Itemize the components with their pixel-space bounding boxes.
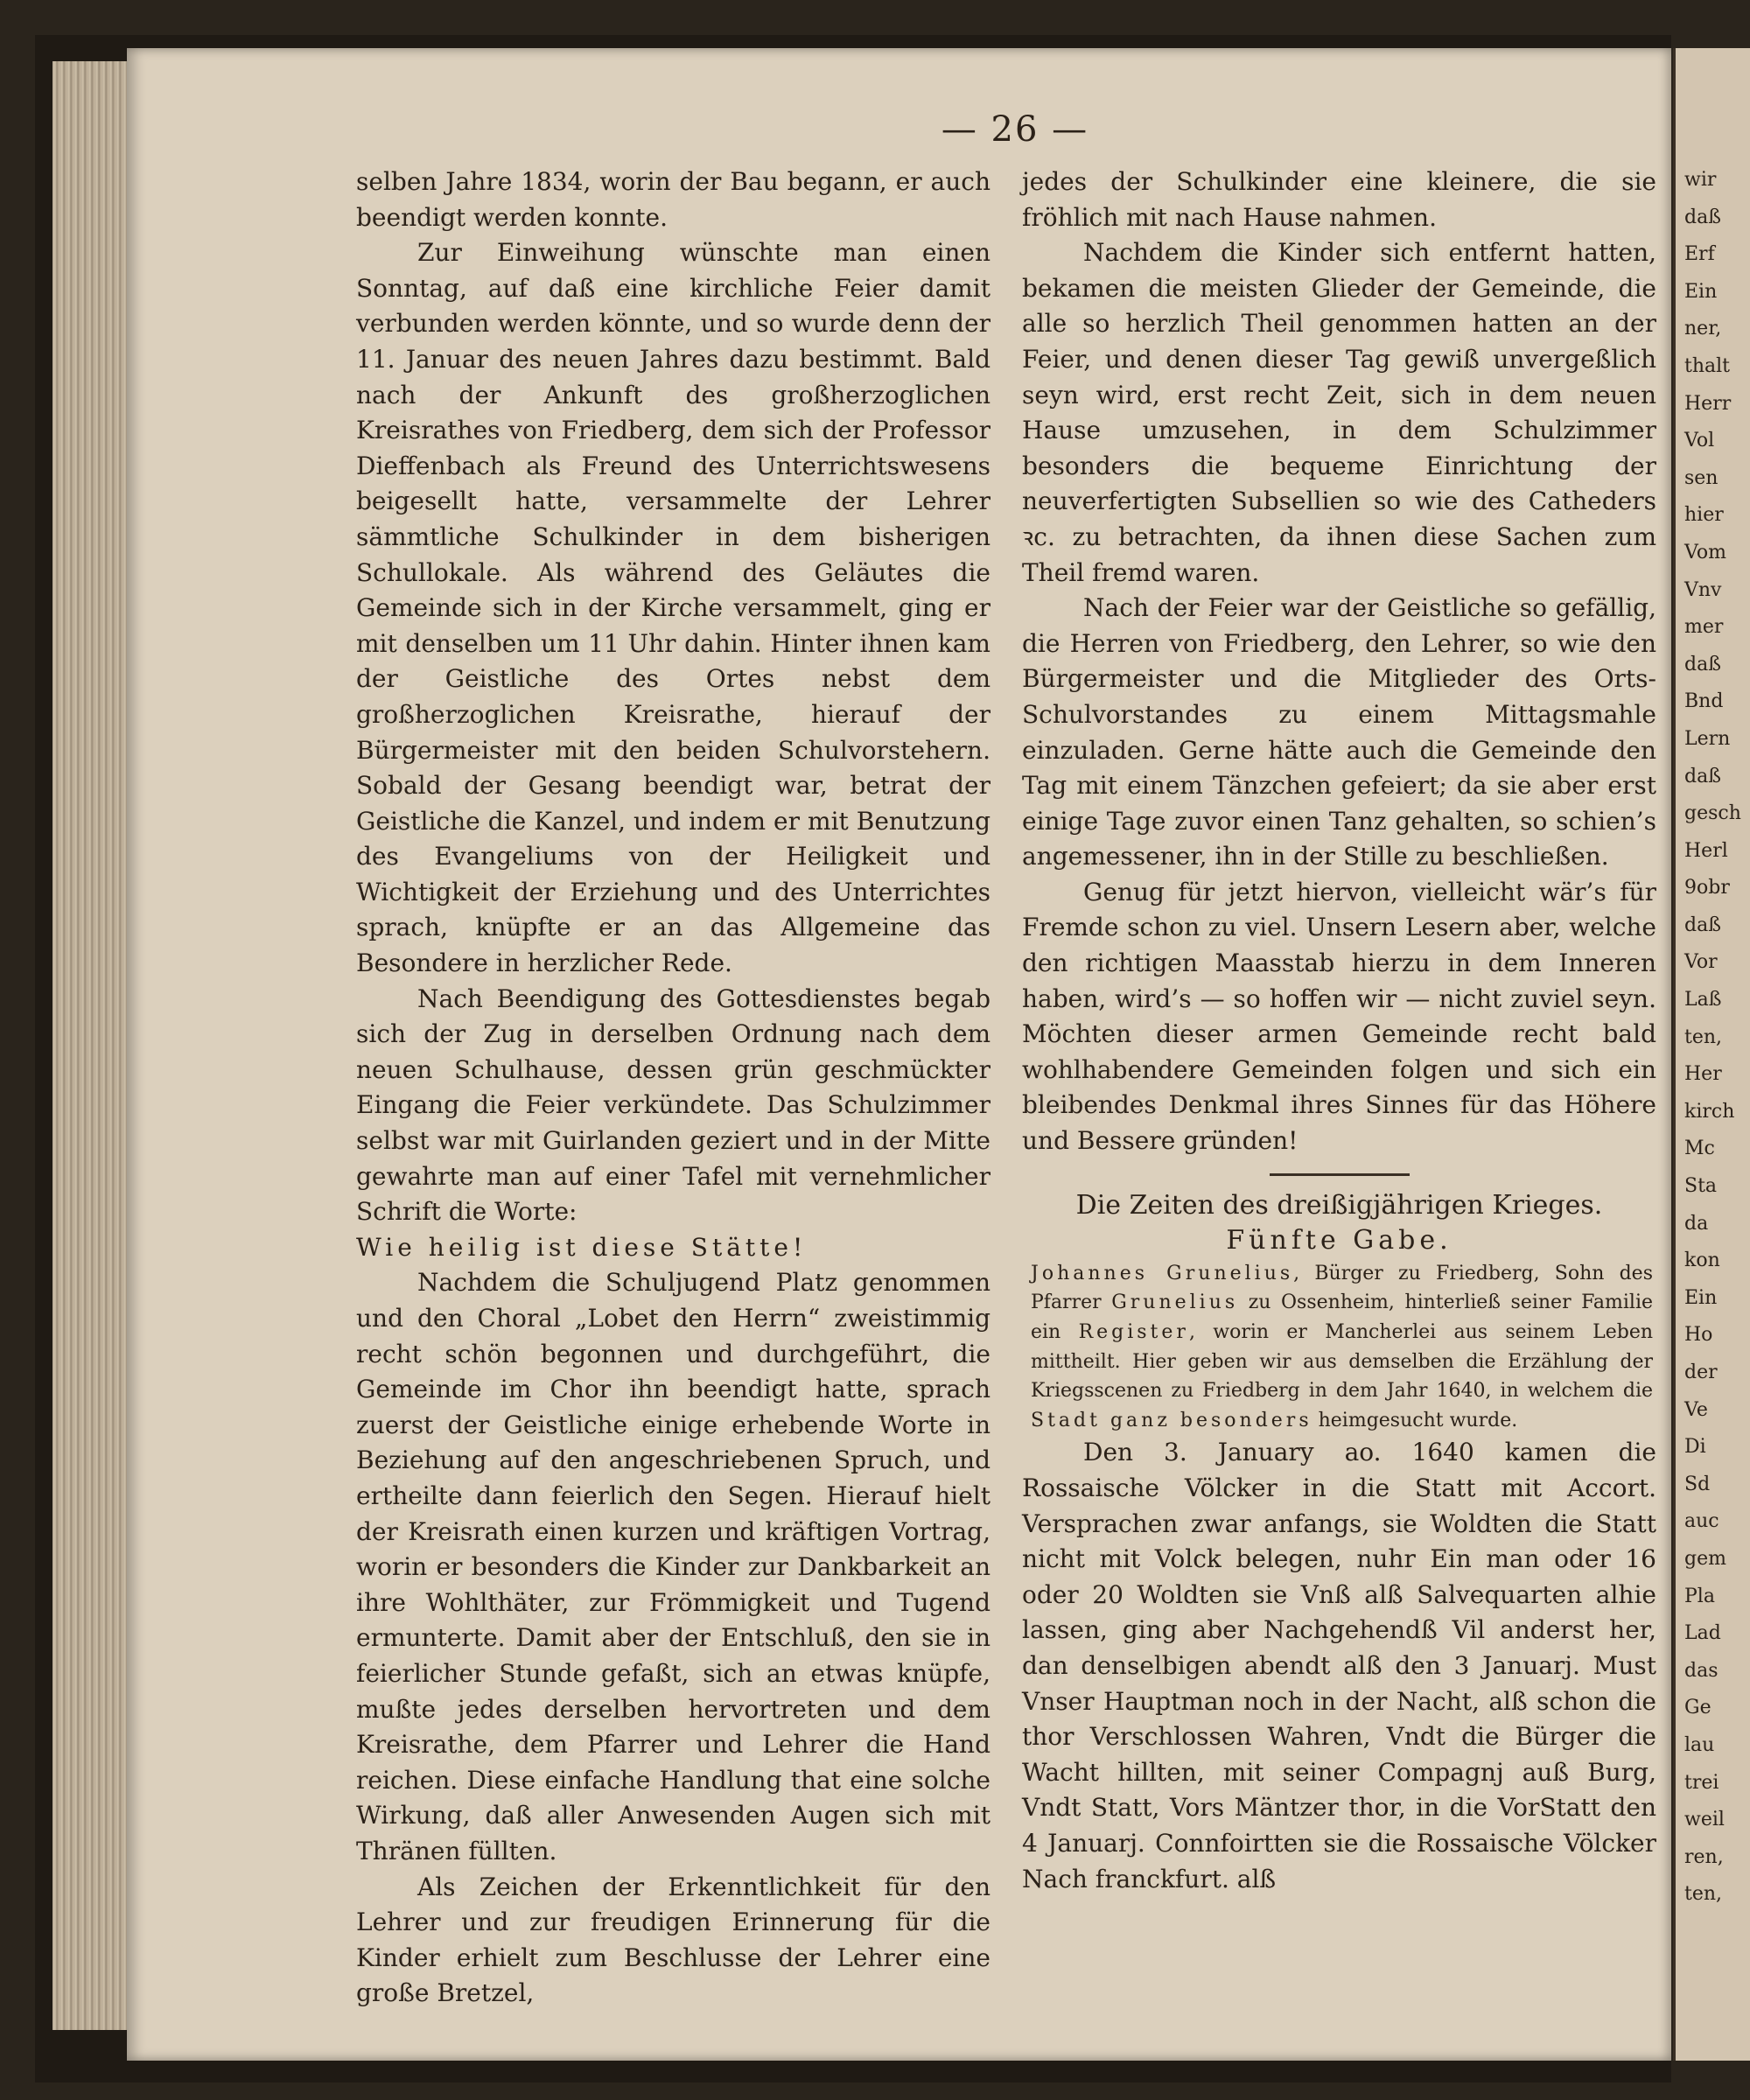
right-column-paragraphs xyxy=(1022,164,1656,1159)
facing-page-fragment: Herl xyxy=(1684,839,1728,862)
facing-page-fragment: Di xyxy=(1684,1436,1706,1459)
section-divider xyxy=(1270,1173,1410,1176)
facing-page-fragment: kon xyxy=(1684,1250,1720,1272)
facing-page-fragment: Bnd xyxy=(1684,690,1724,713)
right_column-paragraph: Genug für jetzt hiervon, vielleicht wär’s für Fremde schon zu viel. Unsern Lesern aber, welche den richtigen Maasstab hierzu in dem Inneren haben, wird’s — so hoffen wir — nicht zuviel seyn. Möchten dieser armen Gemeinde recht bald wohlhabendere Gemeinden folgen und sich ein bleibendes Denkmal ihres Sinnes für das Höhere und Bessere gründen! xyxy=(1022,877,1656,1156)
section-intro xyxy=(1022,1259,1656,1436)
facing-page-fragment: ner, xyxy=(1684,318,1722,340)
facing-page-edge xyxy=(1673,48,1750,2061)
facing-page-fragment: Erf xyxy=(1684,243,1715,266)
right-column xyxy=(1022,164,1656,1897)
intro-text-run: Johannes Grunelius xyxy=(1031,1262,1294,1284)
facing-page-fragment: trei xyxy=(1684,1771,1719,1794)
right_column-paragraph: Nach der Feier war der Geistliche so gefällig, die Herren von Friedberg, den Lehrer, so wie den Bürgermeister und die Mitglieder des Orts-Schulvorstandes zu einem Mittagsmahle einzuladen. Gerne hätte auch die Gemeinde den Tag mit einem Tänzchen gefeiert; da sie aber erst einige Tage zuvor einen Tanz gehalten, so schien’s angemessener, ihn in der Stille zu beschließen. xyxy=(1022,593,1656,872)
facing-page-fragment: ten, xyxy=(1684,1026,1723,1048)
facing-page-fragment: der xyxy=(1684,1362,1718,1383)
facing-page-fragment: wir xyxy=(1684,169,1717,191)
facing-page-fragment: Ho xyxy=(1684,1324,1713,1347)
facing-page-fragment: Her xyxy=(1684,1063,1722,1086)
left_column-paragraph: Nach Beendigung des Gottesdienstes begab sich der Zug in derselben Ordnung nach dem neuen Schulhause, dessen grün geschmückter Eingang die Feier verkündete. Das Schulzimmer selbst war mit Guirlanden geziert und in der Mitte gewahrte man auf einer Tafel mit vernehmlicher Schrift die Worte: xyxy=(356,984,990,1227)
facing-page-fragment: ten, xyxy=(1684,1883,1723,1906)
left_column-paragraph: Nachdem die Schuljugend Platz genommen und den Choral „Lobet den Herrn“ zweistimmig recht schön begonnen und durchgeführt, die Gemeinde im Chor ihn beendigt hatte, sprach zuerst der Geistliche einige erhebende Worte in Beziehung auf den angeschriebenen Spruch, und ertheilte dann feierlich den Segen. Hierauf hielt der Kreisrath einen kurzen und kräftigen Vortrag, worin er besonders die Kinder zur Dankbarkeit an ihre Wohlthäter, zur Frömmigkeit und Tugend ermunterte. Damit aber der Entschluß, den sie in feierlicher Stunde gefaßt, sich an etwas knüpfe, mußte jedes derselben hervortreten und dem Kreisrathe, dem Pfarrer und Lehrer die Hand reichen. Diese einfache Handlung that eine solche Wirkung, daß aller Anwesenden Augen sich mit Thränen füllten. xyxy=(356,1268,990,1866)
section-body: Den 3. January ao. 1640 kamen die Rossaische Völcker in die Statt mit Accort. Versprachen zwar anfangs, sie Woldten die Statt nicht mit Volck belegen, nuhr Ein man oder 16 oder 20 Woldten sie Vnß alß Salvequarten alhie lassen, ging aber Nachgehendß Vil anderst her, dan denselbigen abendt alß den 3 Januarj. Must Vnser Hauptman noch in der Nacht, alß schon die thor Verschlossen Wahren, Vndt die Bürger die Wacht hillten, mit seiner Compagnj auß Burg, Vndt Statt, Vors Mäntzer thor, in die VorStatt den 4 Januarj. Connfoirtten sie die Rossaische Völcker Nach franckfurt. alß xyxy=(1022,1438,1656,1894)
facing-page-fragment: da xyxy=(1684,1212,1709,1235)
facing-page-fragment: Sd xyxy=(1684,1473,1711,1495)
facing-page-fragment: Vol xyxy=(1684,430,1715,452)
facing-page-fragment: daß xyxy=(1684,765,1721,788)
left_column-paragraph: Als Zeichen der Erkenntlichkeit für den Lehrer und zur freudigen Erinnerung für die Kinder erhielt zum Beschlusse der Lehrer eine große Bretzel, xyxy=(356,1872,990,2008)
facing-page-fragment: mer xyxy=(1684,616,1724,639)
facing-page-fragment: Herr xyxy=(1684,392,1732,415)
facing-page-fragment: Ge xyxy=(1684,1697,1712,1719)
section-subtitle: Fünfte Gabe. xyxy=(1226,1225,1452,1256)
right_column-paragraph: jedes der Schulkinder eine kleinere, die sie fröhlich mit nach Hause nahmen. xyxy=(1022,167,1656,232)
intro-text-run: Stadt ganz besonders xyxy=(1031,1409,1312,1432)
left_column-paragraph: Zur Einweihung wünschte man einen Sonntag, auf daß eine kirchliche Feier damit verbunden werden könnte, und so wurde denn der 11. Januar des neuen Jahres dazu bestimmt. Bald nach der Ankunft des großherzoglichen Kreisrathes von Friedberg, dem sich der Professor Dieffenbach als Freund des Unterrichtswesens beigesellt hatte, versammelte der Lehrer sämmtliche Schulkinder in dem bisherigen Schullokale. Als während des Geläutes die Gemeinde sich in der Kirche versammelt, ging er mit denselben um 11 Uhr dahin. Hinter ihnen kam der Geistliche des Ortes nebst dem großherzoglichen Kreisrathe, hierauf der Bürgermeister mit den beiden Schulvorstehern. Sobald der Gesang beendigt war, betrat der Geistliche die Kanzel, und indem er mit Benutzung des Evangeliums von der Heiligkeit und Wichtigkeit der Erziehung und des Unterrichtes sprach, knüpfte er an das Allgemeine das Besondere in herzlicher Rede. xyxy=(356,238,990,978)
left-column xyxy=(356,164,990,2012)
facing-page-fragment: 9obr xyxy=(1684,877,1730,900)
facing-page-fragment: Laß xyxy=(1684,989,1722,1012)
facing-page-fragment: kirch xyxy=(1684,1100,1735,1123)
facing-page-fragment: Lad xyxy=(1684,1622,1721,1645)
facing-page-fragment: daß xyxy=(1684,206,1721,228)
facing-page-fragment: gesch xyxy=(1684,802,1741,825)
intro-text-run: Grunelius xyxy=(1111,1292,1239,1314)
facing-page-fragment: weil xyxy=(1684,1809,1725,1831)
intro-text-run: zu Ossenheim, hinterließ seiner Familie ein xyxy=(1031,1292,1654,1343)
facing-page-fragment: auc xyxy=(1684,1510,1719,1533)
facing-page-fragment: Ve xyxy=(1684,1398,1708,1421)
facing-page-fragment: Sta xyxy=(1684,1175,1718,1198)
facing-page-fragment: Vnv xyxy=(1684,578,1722,601)
intro-text-run: , Bürger zu Friedberg, Sohn des Pfarrer xyxy=(1031,1262,1653,1314)
facing-page-fragment: daß xyxy=(1684,653,1721,676)
left_column-paragraph: selben Jahre 1834, worin der Bau begann, er auch beendigt werden konnte. xyxy=(356,167,990,232)
facing-page-fragment: gem xyxy=(1684,1547,1726,1570)
facing-page-fragment: daß xyxy=(1684,914,1721,936)
page-number: — 26 — xyxy=(941,109,1089,150)
facing-page-fragment: Ein xyxy=(1684,280,1718,303)
facing-page-fragment: sen xyxy=(1684,466,1718,489)
intro-text-run: , worin er Mancherlei aus seinem Leben mittheilt. Hier geben wir aus demselben die Erzählung der Kriegsscenen zu Friedberg in dem Jahr 1640, in welchem die xyxy=(1031,1321,1654,1403)
facing-page-fragment: Vom xyxy=(1684,541,1726,564)
facing-page-fragment: thalt xyxy=(1684,354,1731,377)
right_column-paragraph: Nachdem die Kinder sich entfernt hatten, bekamen die meisten Glieder der Gemeinde, die alle so herzlich Theil genommen hatten an der Feier, und denen dieser Tag gewiß unvergeßlich seyn wird, erst recht Zeit, sich in dem neuen Hause umzusehen, in dem Schulzimmer besonders die bequeme Einrichtung der neuverfertigten Subsellien so wie des Catheders ꝛc. zu betrachten, da ihnen diese Sachen zum Theil fremd waren. xyxy=(1022,238,1656,587)
intro-text-run: heimgesucht wurde. xyxy=(1312,1409,1518,1432)
facing-page-fragment: Mc xyxy=(1684,1138,1715,1160)
intro-text-run: Register xyxy=(1078,1321,1189,1343)
left_column-paragraph: Wie heilig ist diese Stätte! xyxy=(356,1232,808,1262)
facing-page-fragment: Vor xyxy=(1684,951,1718,974)
facing-page-fragment: hier xyxy=(1684,504,1724,527)
facing-page-fragment: Pla xyxy=(1684,1585,1715,1607)
facing-page-fragment: das xyxy=(1684,1659,1718,1682)
section-title: Die Zeiten des dreißigjährigen Krieges. xyxy=(1075,1189,1603,1221)
facing-page-fragment: ren, xyxy=(1684,1845,1724,1868)
facing-page-fragment: Ein xyxy=(1684,1286,1718,1309)
facing-page-fragment: lau xyxy=(1684,1733,1715,1756)
facing-page-fragment: Lern xyxy=(1684,727,1731,750)
